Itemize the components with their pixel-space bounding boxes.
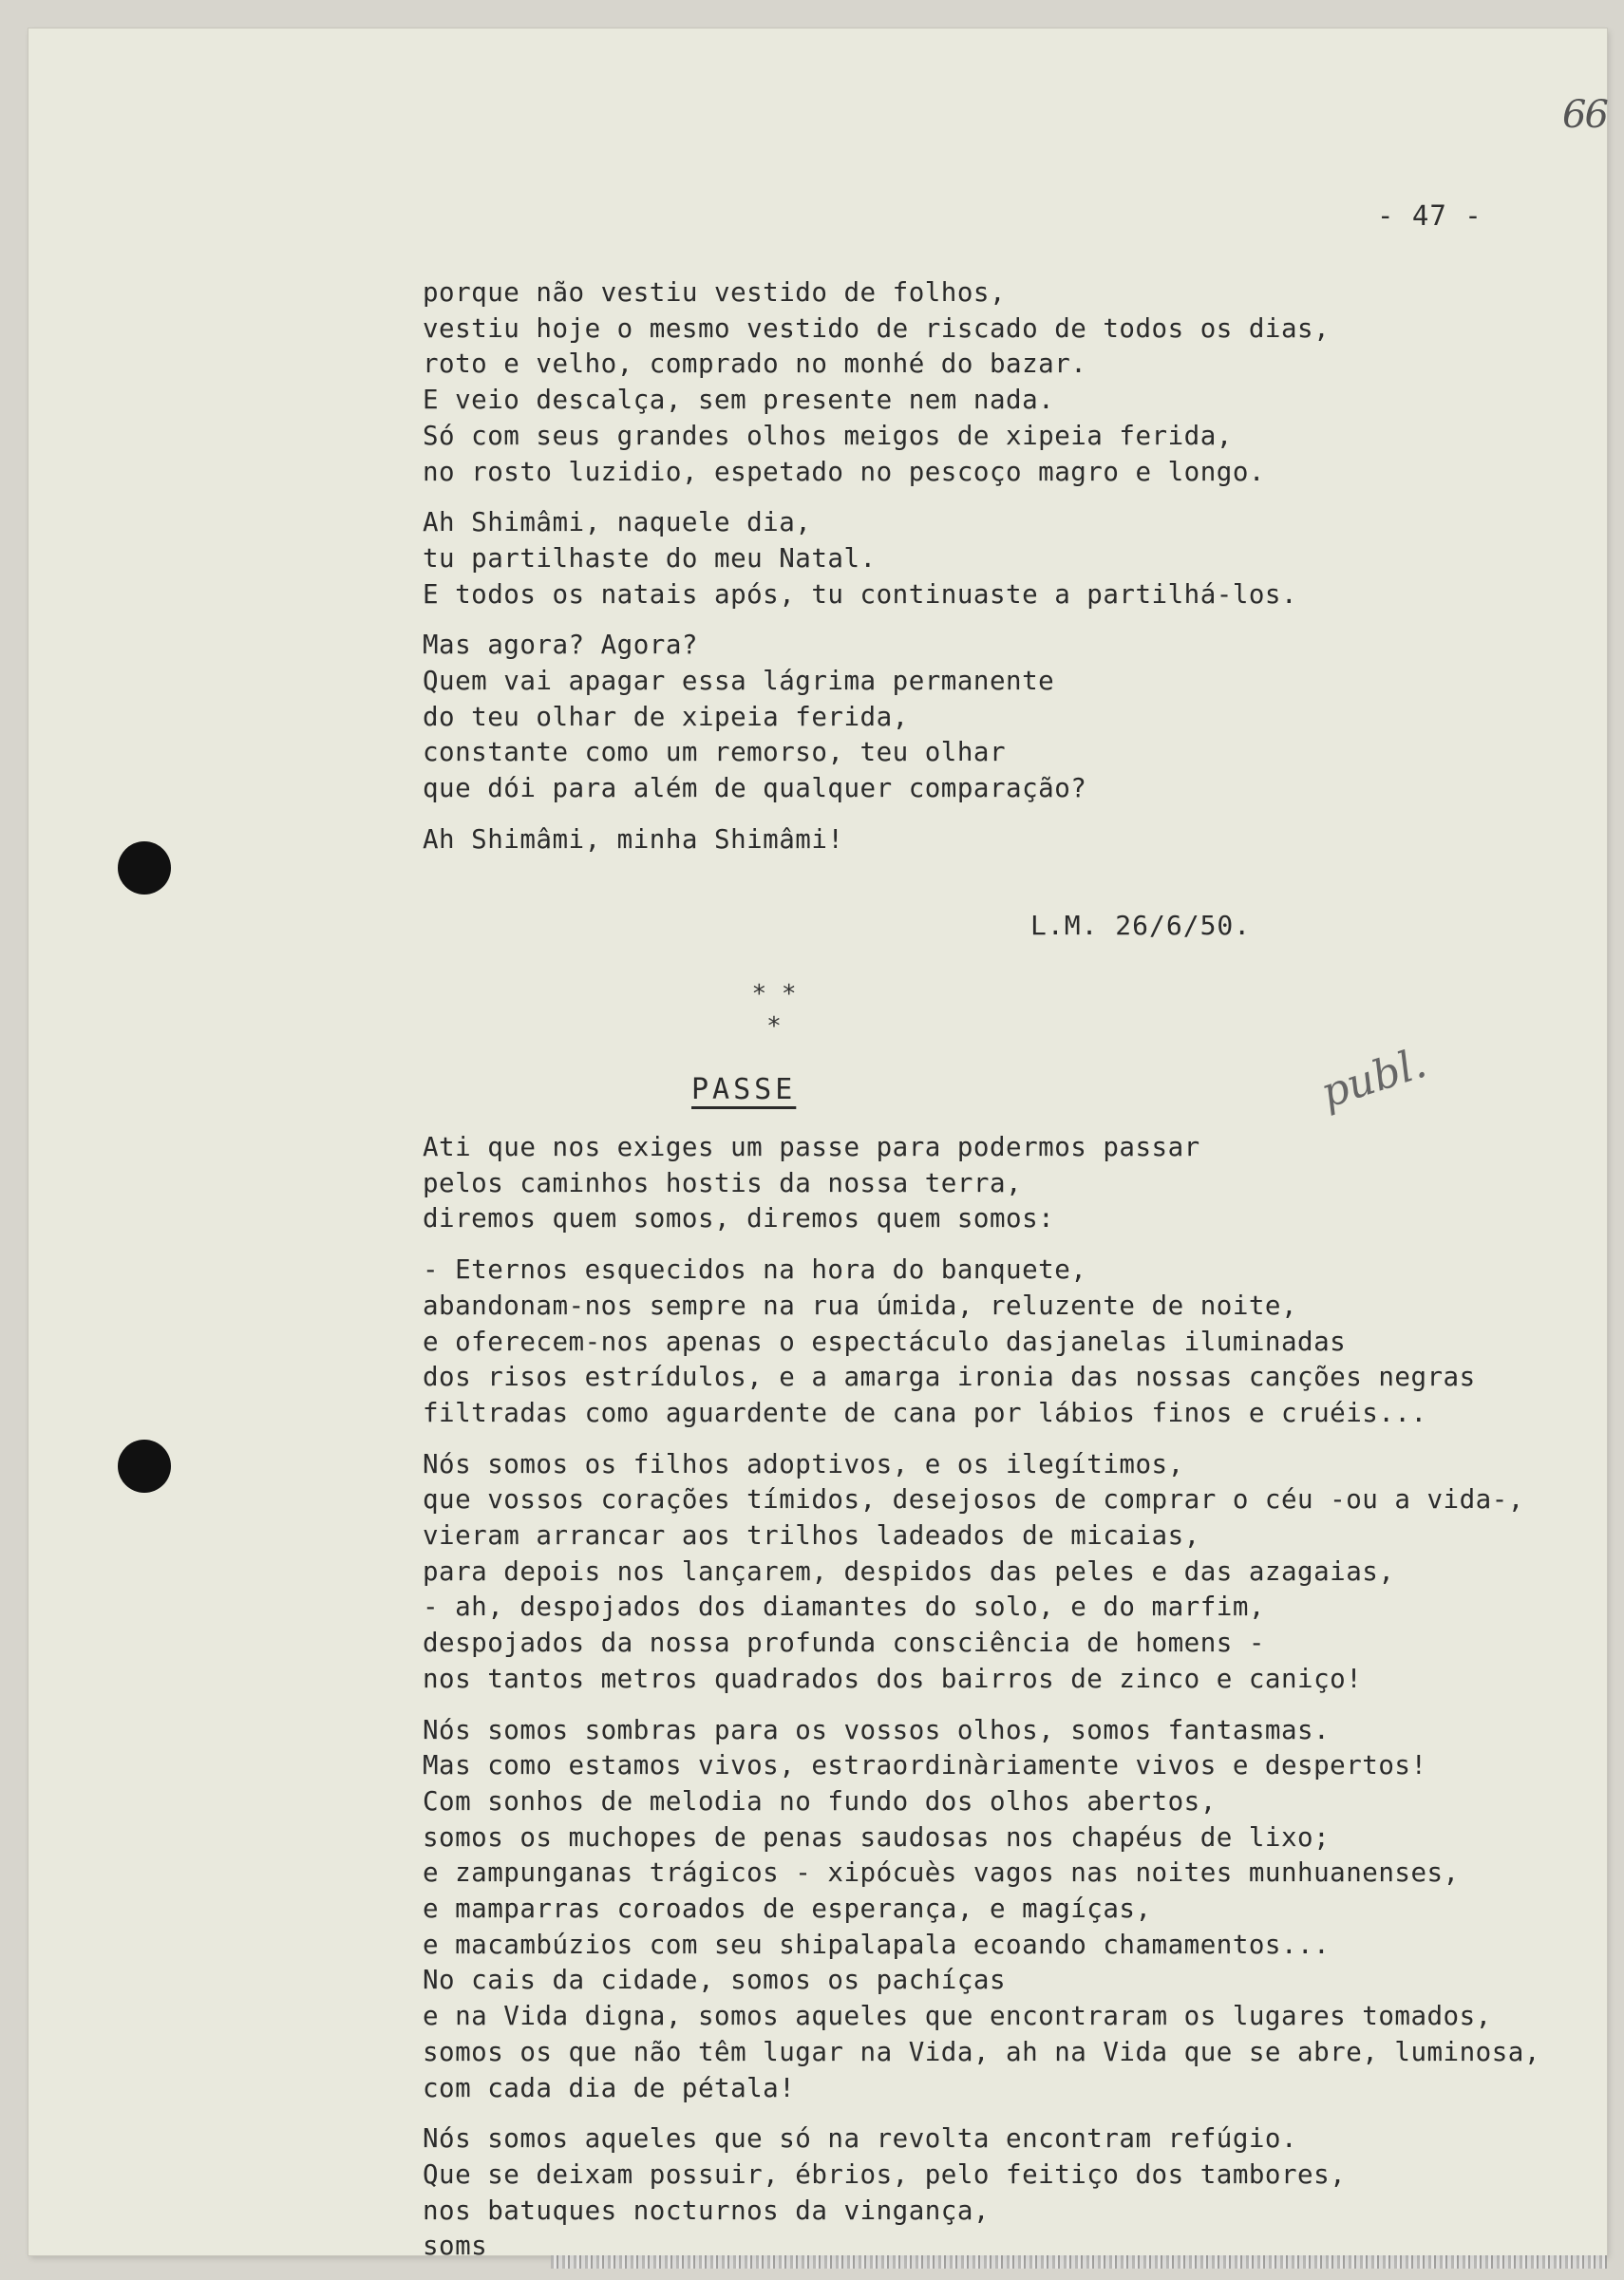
punch-hole	[118, 841, 171, 895]
verse-line: com cada dia de pétala!	[423, 2072, 796, 2103]
handwritten-folio-number: 66	[1562, 93, 1607, 137]
verse-line: e macambúzios com seu shipalapala ecoando chamamentos...	[423, 1929, 1331, 1960]
verse-line: abandonam-nos sempre na rua úmida, reluzente de noite,	[423, 1290, 1298, 1321]
verse-line: Ah Shimâmi, minha Shimâmi!	[423, 823, 844, 855]
verse-line: que vossos corações tímidos, desejosos de comprar o céu -ou a vida-,	[423, 1484, 1524, 1516]
verse-line: pelos caminhos hostis da nossa terra,	[423, 1167, 1023, 1198]
verse-line: Que se deixam possuir, ébrios, pelo feitiço dos tambores,	[423, 2158, 1347, 2190]
verse-line: Ati que nos exiges um passe para podermos passar	[423, 1132, 1200, 1162]
poem-body	[423, 1130, 1540, 2280]
verse-line: E todos os natais após, tu continuaste a partilhá-los.	[423, 578, 1298, 610]
verse-line: para depois nos lançarem, despidos das peles e das azagaias,	[423, 1555, 1395, 1587]
verse-line: - ah, despojados dos diamantes do solo, e do marfim,	[423, 1592, 1265, 1623]
verse-line: Só com seus grandes olhos meigos de xipeia ferida,	[423, 420, 1233, 451]
verse-line: Com sonhos de melodia no fundo dos olhos abertos,	[423, 1785, 1217, 1817]
verse-line: no rosto luzidio, espetado no pescoço magro e longo.	[423, 456, 1265, 487]
verse-line: - Eternos esquecidos na hora do banquete,	[423, 1254, 1087, 1286]
verse-line: vestiu hoje o mesmo vestido de riscado de todos os dias,	[423, 312, 1331, 344]
verse-line: somos os que não têm lugar na Vida, ah na Vida que se abre, luminosa,	[423, 2036, 1540, 2067]
poem-title: PASSE	[691, 1073, 797, 1106]
verse-line: Nós somos sombras para os vossos olhos, somos fantasmas.	[423, 1714, 1331, 1745]
verse-line: roto e velho, comprado no monhé do bazar.	[423, 349, 1087, 380]
section-separator	[731, 978, 817, 1043]
stanza	[423, 1130, 1540, 1237]
verse-line: nos batuques nocturnos da vingança,	[423, 2195, 990, 2226]
stanza	[423, 275, 1330, 490]
stanza	[423, 2121, 1540, 2265]
verse-line: Ah Shimâmi, naquele dia,	[423, 507, 812, 538]
punch-hole	[118, 1440, 171, 1493]
verse-line: tu partilhaste do meu Natal.	[423, 542, 877, 574]
verse-line: dos risos estrídulos, e a amarga ironia das nossas canções negras	[423, 1362, 1476, 1393]
separator-line: *	[766, 1012, 782, 1041]
verse-line: Nós somos os filhos adoptivos, e os ilegítimos,	[423, 1448, 1184, 1479]
verse-line: somos os muchopes de penas saudosas nos chapéus de lixo;	[423, 1821, 1331, 1853]
verse-line: porque não vestiu vestido de folhos,	[423, 277, 1007, 308]
verse-line: vieram arrancar aos trilhos ladeados de micaias,	[423, 1520, 1200, 1552]
verse-line: e zampunganas trágicos - xipócuès vagos nas noites munhuanenses,	[423, 1857, 1460, 1889]
page-number: - 47 -	[1377, 199, 1482, 232]
verse-line: despojados da nossa profunda consciência de homens -	[423, 1628, 1265, 1659]
verse-line: e oferecem-nos apenas o espectáculo dasjanelas iluminadas	[423, 1326, 1347, 1357]
verse-line: e mamparras coroados de esperança, e magíças,	[423, 1894, 1152, 1925]
verse-line: nos tantos metros quadrados dos bairros de zinco e caniço!	[423, 1663, 1363, 1694]
verse-line: Mas agora? Agora?	[423, 630, 698, 661]
verse-line: Nós somos aqueles que só na revolta encontram refúgio.	[423, 2123, 1298, 2155]
stanza	[423, 822, 1330, 858]
document-page	[28, 28, 1607, 2262]
stanza	[423, 1253, 1540, 1432]
verse-line: que dói para além de qualquer comparação?	[423, 773, 1087, 804]
verse-line: No cais da cidade, somos os pachíças	[423, 1965, 1007, 1996]
poem-continuation	[423, 275, 1330, 874]
verse-line: Quem vai apagar essa lágrima permanente	[423, 666, 1055, 697]
verse-line: filtradas como aguardente de cana por lábios finos e cruéis...	[423, 1397, 1427, 1428]
verse-line: constante como um remorso, teu olhar	[423, 737, 1007, 768]
verse-line: soms	[423, 2231, 488, 2262]
stanza	[423, 1447, 1540, 1698]
scan-edge-strip	[551, 2255, 1607, 2269]
stanza	[423, 1713, 1540, 2107]
verse-line: Mas como estamos vivos, estraordinàriamente vivos e despertos!	[423, 1750, 1427, 1781]
verse-line: e na Vida digna, somos aqueles que encontraram os lugares tomados,	[423, 2001, 1492, 2032]
stanza	[423, 505, 1330, 612]
stanza	[423, 628, 1330, 807]
verse-line: do teu olhar de xipeia ferida,	[423, 701, 909, 732]
verse-line: E veio descalça, sem presente nem nada.	[423, 385, 1055, 416]
verse-line: diremos quem somos, diremos quem somos:	[423, 1203, 1055, 1234]
separator-line: * *	[751, 980, 797, 1008]
poem-signature: L.M. 26/6/50.	[1030, 910, 1252, 941]
handwritten-note: publ.	[1314, 1038, 1432, 1119]
